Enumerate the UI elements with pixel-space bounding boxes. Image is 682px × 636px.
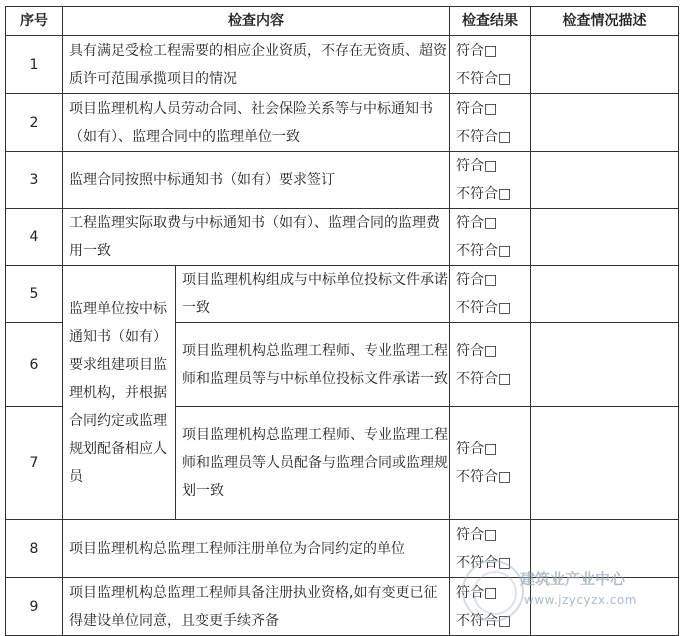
row-description[interactable] [531, 209, 679, 266]
option-yes[interactable]: 符合□ [456, 158, 498, 174]
option-no[interactable]: 不符合□ [456, 300, 512, 316]
table-row [6, 94, 679, 152]
row-number: 6 [6, 323, 63, 407]
row-content: 工程监理实际取费与中标通知书（如有）、监理合同的监理费用一致 [63, 209, 450, 266]
header-row [6, 7, 679, 36]
row-number: 8 [6, 520, 63, 578]
row-content: 项目监理机构总监理工程师注册单位为合同约定的单位 [63, 520, 450, 578]
option-no[interactable]: 不符合□ [456, 70, 512, 87]
row-result [450, 152, 531, 209]
option-no[interactable]: 不符合□ [456, 186, 512, 202]
row-description[interactable] [531, 323, 679, 407]
row-description[interactable] [531, 152, 679, 209]
watermark-logo-icon [462, 560, 524, 622]
header-desc: 检查情况描述 [531, 7, 679, 36]
row-number: 7 [6, 407, 63, 520]
row-number: 2 [6, 94, 63, 152]
group-label: 监理单位按中标通知书（如有）要求组建项目监理机构，并根据合同约定或监理规划配备相应人员 [63, 266, 176, 520]
watermark-title: 建筑业产业中心 [520, 570, 626, 588]
table-row [6, 209, 679, 266]
option-yes[interactable]: 符合□ [456, 342, 498, 359]
inspection-table [5, 6, 679, 636]
row-content: 具有满足受检工程需要的相应企业资质，不存在无资质、超资质许可范围承揽项目的情况 [63, 36, 450, 94]
row-result [450, 94, 531, 152]
table-row [6, 266, 679, 323]
row-number: 1 [6, 36, 63, 94]
option-no[interactable]: 不符合□ [456, 554, 512, 571]
row-number: 3 [6, 152, 63, 209]
header-no: 序号 [6, 7, 63, 36]
row-description[interactable] [531, 94, 679, 152]
row-result [450, 323, 531, 407]
option-yes[interactable]: 符合□ [456, 526, 498, 543]
row-description[interactable] [531, 266, 679, 323]
header-result: 检查结果 [450, 7, 531, 36]
row-content: 项目监理机构总监理工程师、专业监理工程师和监理员等人员配备与监理合同或监理规划一致 [176, 407, 450, 520]
row-content: 项目监理机构总监理工程师、专业监理工程师和监理员等与中标单位投标文件承诺一致 [176, 323, 450, 407]
row-content: 项目监理机构组成与中标单位投标文件承诺一致 [176, 266, 450, 323]
option-yes[interactable]: 符合□ [456, 272, 498, 288]
row-number: 5 [6, 266, 63, 323]
table-row [6, 152, 679, 209]
header-content: 检查内容 [63, 7, 450, 36]
option-yes[interactable]: 符合□ [456, 441, 498, 457]
row-result [450, 407, 531, 520]
row-number: 9 [6, 578, 63, 636]
watermark [462, 560, 682, 630]
row-result [450, 209, 531, 266]
row-content: 项目监理机构人员劳动合同、社会保险关系等与中标通知书（如有）、监理合同中的监理单位一致 [63, 94, 450, 152]
option-no[interactable]: 不符合□ [456, 243, 512, 259]
row-content: 项目监理机构总监理工程师具备注册执业资格,如有变更已征得建设单位同意，且变更手续齐备 [63, 578, 450, 636]
table-row [6, 36, 679, 94]
option-yes[interactable]: 符合□ [456, 100, 498, 117]
row-description[interactable] [531, 407, 679, 520]
row-number: 4 [6, 209, 63, 266]
row-description[interactable] [531, 36, 679, 94]
option-yes[interactable]: 符合□ [456, 42, 498, 59]
watermark-url: www.jzycyzx.com [524, 593, 637, 607]
option-yes[interactable]: 符合□ [456, 584, 498, 601]
option-no[interactable]: 不符合□ [456, 128, 512, 145]
option-no[interactable]: 不符合□ [456, 370, 512, 387]
option-no[interactable]: 不符合□ [456, 469, 512, 485]
row-result [450, 266, 531, 323]
option-no[interactable]: 不符合□ [456, 612, 512, 629]
option-yes[interactable]: 符合□ [456, 215, 498, 231]
row-content: 监理合同按照中标通知书（如有）要求签订 [63, 152, 450, 209]
row-result [450, 36, 531, 94]
